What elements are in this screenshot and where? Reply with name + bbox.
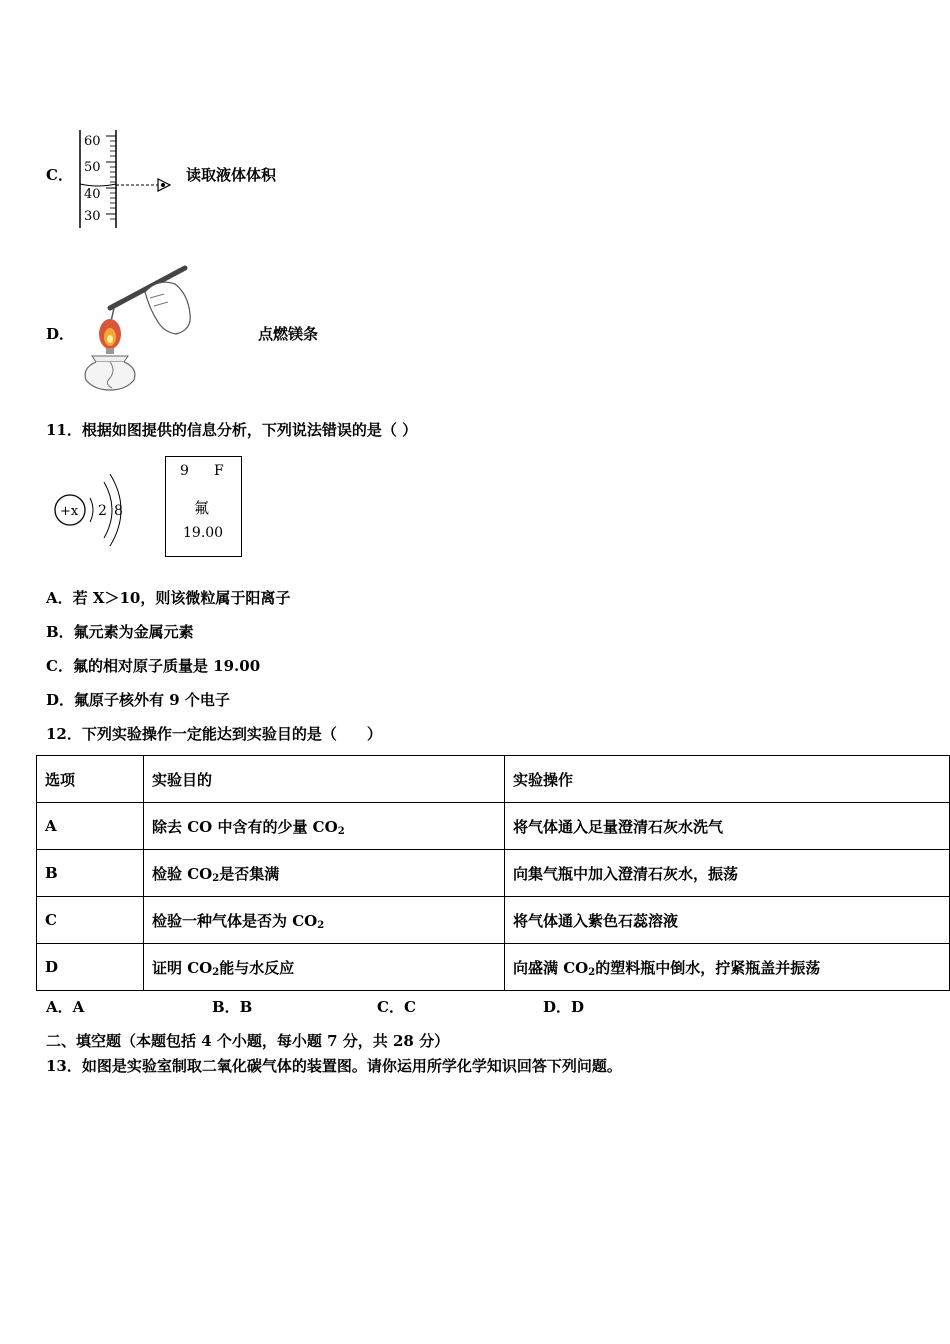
option-d-label: 点燃镁条: [258, 325, 319, 343]
header-option: 选项: [37, 756, 144, 803]
atom-shell-2-electrons: 8: [114, 503, 123, 519]
atom-shell-1-electrons: 2: [98, 503, 107, 519]
element-atomic-number: 9: [180, 463, 189, 479]
q11-option-a: A．若 X＞10，则该微粒属于阳离子: [46, 589, 291, 607]
element-name: 氟: [194, 499, 210, 517]
table-row: [37, 897, 950, 944]
graduated-cylinder-figure: [72, 128, 182, 230]
header-operation: 实验操作: [505, 756, 950, 803]
row-purpose: 检验 $CO_2$是否集满: [144, 850, 505, 897]
cylinder-tick-60: 60: [84, 134, 101, 149]
q11-option-d: D．氟原子核外有 9 个电子: [46, 691, 230, 709]
q11-option-c: C．氟的相对原子质量是 19.00: [46, 657, 261, 675]
q11-option-b: B．氟元素为金属元素: [46, 623, 194, 641]
table-header-row: [37, 756, 950, 803]
row-operation: 向集气瓶中加入澄清石灰水，振荡: [505, 850, 950, 897]
option-d-letter: D．: [46, 325, 75, 343]
row-operation: 向盛满 $CO_2$的塑料瓶中倒水，拧紧瓶盖并振荡: [505, 944, 950, 991]
burning-magnesium-figure: [80, 262, 200, 392]
option-c-label: 读取液体体积: [186, 166, 277, 184]
header-purpose: 实验目的: [144, 756, 505, 803]
table-row: [37, 803, 950, 850]
cylinder-tick-40: 40: [84, 187, 101, 202]
table-row: [37, 850, 950, 897]
element-atomic-mass: 19.00: [183, 525, 224, 541]
atom-nucleus-charge: +x: [60, 504, 79, 519]
q11-stem: 11．根据如图提供的信息分析，下列说法错误的是（ ）: [46, 421, 418, 439]
option-c-letter: C．: [46, 166, 73, 184]
cylinder-tick-30: 30: [84, 209, 101, 224]
q12-answer-c: C．C: [377, 998, 416, 1016]
q13-stem: 13．如图是实验室制取二氧化碳气体的装置图。请你运用所学化学知识回答下列问题。: [46, 1057, 622, 1075]
table-row: [37, 944, 950, 991]
cylinder-tick-50: 50: [84, 160, 101, 175]
element-symbol: F: [214, 463, 224, 479]
section-2-heading: 二、填空题（本题包括 4 个小题，每小题 7 分，共 28 分）: [46, 1032, 450, 1050]
row-purpose: 证明 $CO_2$能与水反应: [144, 944, 505, 991]
row-option: D: [37, 944, 144, 991]
element-card: [165, 456, 242, 557]
q12-answer-a: A．A: [46, 998, 85, 1016]
q12-stem: 12．下列实验操作一定能达到实验目的是（ ）: [46, 725, 382, 743]
row-option: B: [37, 850, 144, 897]
q12-answer-b: B．B: [212, 998, 253, 1016]
row-operation: 将气体通入紫色石蕊溶液: [505, 897, 950, 944]
row-operation: 将气体通入足量澄清石灰水洗气: [505, 803, 950, 850]
atom-structure-diagram: [52, 468, 132, 552]
row-option: A: [37, 803, 144, 850]
row-option: C: [37, 897, 144, 944]
row-purpose: 除去 CO 中含有的少量 $CO_2$: [144, 803, 505, 850]
q12-answer-d: D．D: [543, 998, 585, 1016]
q12-table: [36, 755, 950, 991]
row-purpose: 检验一种气体是否为 $CO_2$: [144, 897, 505, 944]
